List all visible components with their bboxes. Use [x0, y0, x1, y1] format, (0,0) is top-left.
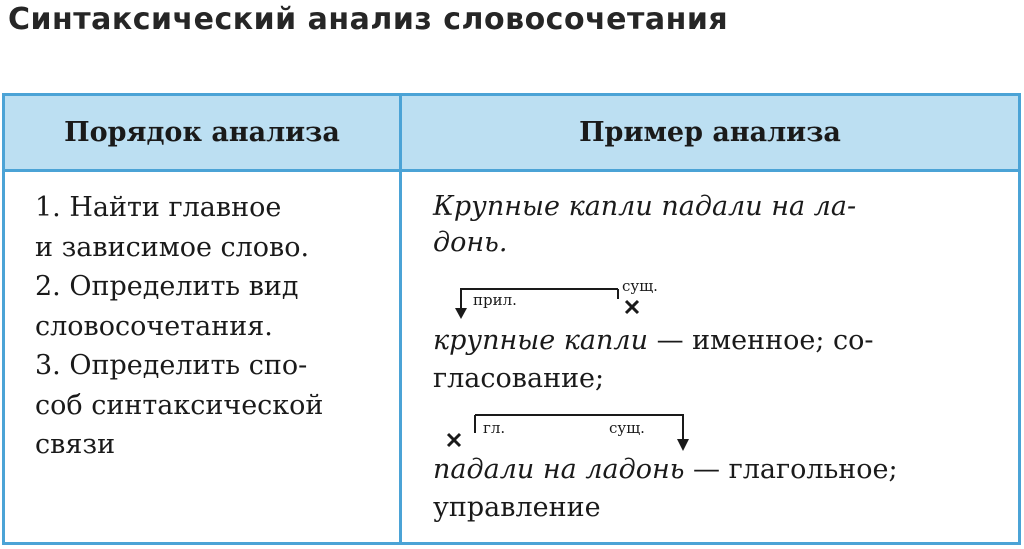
- phrase1-scheme: [433, 277, 673, 325]
- page-title: Синтаксический анализ словосочетания: [8, 2, 729, 37]
- phrase2-text: падали на ладонь: [433, 454, 685, 485]
- arrow-down-icon: [455, 308, 467, 319]
- step-line: 3. Определить спо-: [35, 350, 308, 381]
- scheme-label-adjective: прил.: [473, 291, 517, 309]
- header-analysis-order: Порядок анализа: [64, 117, 340, 148]
- main-word-cross-icon: [626, 301, 638, 313]
- step-line: связи: [35, 429, 116, 460]
- phrase1-description: — именное; со-: [648, 325, 874, 356]
- phrase1-text: крупные капли: [433, 325, 648, 356]
- step-line: 2. Определить вид: [35, 271, 299, 302]
- analysis-steps: [35, 188, 323, 465]
- scheme-label-noun: сущ.: [609, 419, 645, 437]
- analysis-table: [2, 93, 1021, 545]
- scheme-label-verb: гл.: [483, 419, 506, 437]
- column-divider: [399, 96, 402, 542]
- phrase2-line: [433, 451, 898, 489]
- step-line: соб синтаксической: [35, 389, 324, 421]
- example-sentence-line2: донь.: [433, 227, 508, 258]
- header-analysis-example: Пример анализа: [579, 117, 841, 148]
- step-line: и зависимое слово.: [35, 231, 310, 263]
- scheme-line: [475, 415, 683, 441]
- phrase2-description-line2: управление: [433, 492, 601, 523]
- phrase2-description: — глагольное;: [684, 454, 898, 485]
- main-word-cross-icon: [448, 434, 460, 446]
- scheme-label-noun: сущ.: [622, 277, 658, 295]
- phrase1-line: [433, 322, 874, 360]
- arrow-down-icon: [677, 439, 689, 451]
- step-line: 1. Найти главное: [35, 192, 282, 223]
- table-header-row: [5, 96, 1018, 172]
- step-line: словосочетания.: [35, 310, 273, 342]
- example-sentence-line1: Крупные капли падали на ла-: [433, 191, 857, 222]
- phrase1-description-line2: гласование;: [433, 363, 605, 394]
